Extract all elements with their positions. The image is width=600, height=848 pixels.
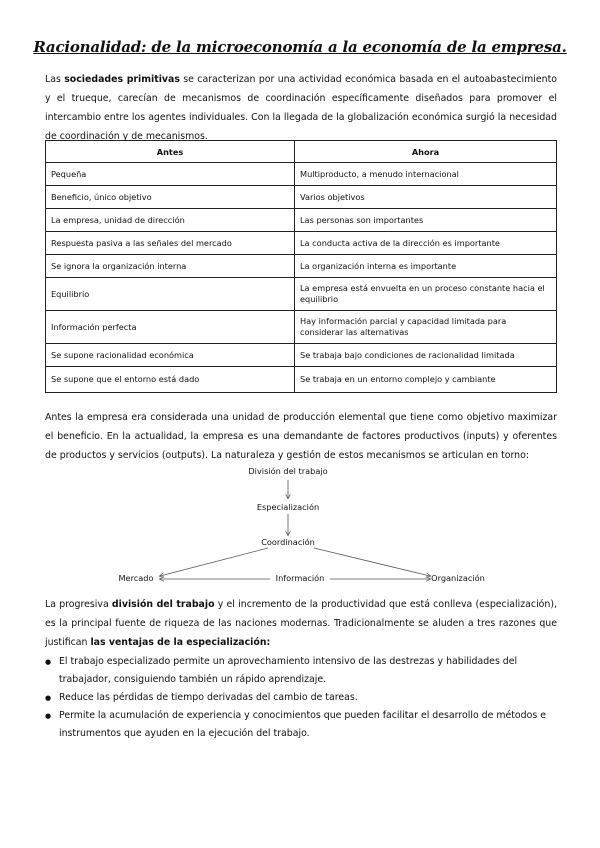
table-cell: Respuesta pasiva a las señales del mercado [46, 232, 295, 255]
table-cell: Equilibrio [46, 278, 295, 311]
table-row [46, 186, 557, 209]
diagram-node-organizacion: Organización [431, 573, 485, 583]
intro-paragraph [45, 70, 557, 146]
table-row [46, 209, 557, 232]
table-header-ahora: Ahora [295, 141, 557, 163]
p3-bold-division: división del trabajo [111, 599, 215, 610]
intro-pre: Las [45, 74, 65, 85]
table-cell: Multiproducto, a menudo internacional [295, 163, 557, 186]
diagram-node-informacion: Información [275, 573, 325, 583]
comparison-table [45, 140, 557, 393]
table-cell: Se supone racionalidad económica [46, 344, 295, 367]
p3-bold-ventajas: las ventajas de la especialización: [90, 637, 271, 648]
p3-pre: La progresiva [45, 599, 112, 610]
table-cell: Las personas son importantes [295, 209, 557, 232]
table-row [46, 367, 557, 393]
table-row [46, 255, 557, 278]
table-cell: Se trabaja en un entorno complejo y cambiante [295, 367, 557, 393]
diagram-node-division: División del trabajo [248, 466, 328, 476]
table-cell: Información perfecta [46, 311, 295, 344]
diagram-node-especializacion: Especialización [256, 502, 320, 512]
table-cell: La empresa, unidad de dirección [46, 209, 295, 232]
intro-post: se caracterizan por una actividad económica basada en el autoabastecimiento y el trueque, carecían de mecanismos de coordinación específicamente diseñados para promover el intercambio entre los agentes individuales. Con la llegada de la globalización económica surgió la necesidad de coordinación y de mecanismos. [45, 74, 557, 142]
table-cell: La empresa está envuelta en un proceso constante hacia el equilibrio [295, 278, 557, 311]
table-cell: Se trabaja bajo condiciones de racionalidad limitada [295, 344, 557, 367]
specialization-paragraph [45, 595, 557, 652]
page-title: Racionalidad: de la microeconomía a la economía de la empresa. [33, 38, 567, 56]
advantages-list [45, 653, 557, 743]
arrow-coordinacion-organizacion [314, 548, 430, 576]
table-cell: Hay información parcial y capacidad limitada para considerar las alternativas [295, 311, 557, 344]
table-cell: Beneficio, único objetivo [46, 186, 295, 209]
table-cell: La conducta activa de la dirección es importante [295, 232, 557, 255]
table-cell: Pequeña [46, 163, 295, 186]
table-cell: Se ignora la organización interna [46, 255, 295, 278]
diagram-node-coordinacion: Coordinación [261, 537, 315, 547]
coordination-diagram [100, 462, 520, 592]
body-paragraph: Antes la empresa era considerada una unidad de producción elemental que tiene como objetivo maximizar el beneficio. En la actualidad, la empresa es una demandante de factores productivos (inputs) y oferentes de productos y servicios (outputs). La naturaleza y gestión de estos mecanismos se articulan en torno: [45, 412, 557, 461]
p3-mid: y el incremento de la productividad que está conlleva (especialización), es la principal fuente de riqueza de las naciones modernas. Tradicionalmente se aluden a tres razones que justifican [45, 599, 557, 648]
table-row [46, 344, 557, 367]
list-item: ● El trabajo especializado permite un aprovechamiento intensivo de las destrezas y habilidades del trabajador, consiguiendo también un rápido aprendizaje. [45, 653, 557, 689]
table-header-antes: Antes [46, 141, 295, 163]
table-row [46, 163, 557, 186]
table-row [46, 232, 557, 255]
table-cell: Se supone que el entorno está dado [46, 367, 295, 393]
table-row [46, 278, 557, 311]
arrow-coordinacion-mercado [160, 548, 268, 576]
table-cell: Varios objetivos [295, 186, 557, 209]
table-cell: La organización interna es importante [295, 255, 557, 278]
list-item: ● Permite la acumulación de experiencia y conocimientos que pueden facilitar el desarrollo de métodos e instrumentos que ayuden en la ejecución del trabajo. [45, 707, 557, 743]
list-item: ● Reduce las pérdidas de tiempo derivadas del cambio de tareas. [45, 689, 557, 707]
table-row [46, 311, 557, 344]
intro-bold: sociedades primitivas [64, 74, 180, 85]
diagram-node-mercado: Mercado [118, 573, 154, 583]
